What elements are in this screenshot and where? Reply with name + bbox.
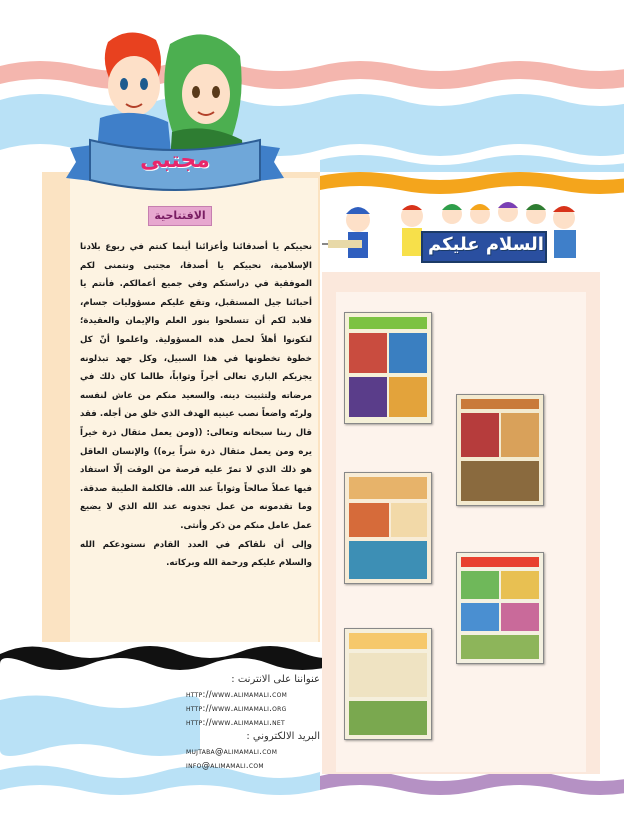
page-thumbnail-4[interactable] xyxy=(456,552,544,664)
contact-url[interactable]: http://www.alimamali.com xyxy=(186,689,288,699)
masthead-title: مجتبى xyxy=(140,148,210,173)
contact-email[interactable]: info@alimamali.com xyxy=(186,760,264,770)
page-thumbnail-1[interactable] xyxy=(344,312,432,424)
contact-url[interactable]: http://www.alimamali.org xyxy=(186,703,287,713)
contact-block xyxy=(186,672,320,774)
page-thumbnail-5[interactable] xyxy=(344,628,432,740)
page-thumbnail-3[interactable] xyxy=(344,472,432,584)
purple-stripe xyxy=(320,771,624,795)
top-blue-wave-2 xyxy=(320,155,624,172)
internet-label: عنواننا على الانترنت : xyxy=(231,674,320,685)
bottom-blue-wave xyxy=(0,695,200,756)
two-children-illustration xyxy=(60,22,290,202)
editorial-label: الافتتاحية xyxy=(148,206,212,226)
page-thumbnail-2[interactable] xyxy=(456,394,544,506)
email-label: البريد الالكتروني : xyxy=(246,731,320,742)
contact-email[interactable]: mujtaba@alimamali.com xyxy=(186,746,278,756)
orange-stripe xyxy=(320,172,624,194)
editorial-body: نحييكم يا أصدقائنا وأعزائنا أينما كنتم في ربوع بلادنا الإسلامية، نحييكم يا أصدقا، مجتبى ونتمنى لكم الموفقية في دراستكم وفي جميع أعمالكم. فأنتم يا أحبائنا جيل المستقبل، وتقع عليكم مسؤوليات جسام، فلابد لكم أن تتسلحوا بنور العلم والإيمان والعقيدة؛ لتكونوا أهلاً لحمل هذه المسؤولية. واعلموا أنّ كل خطوة تخطونها في هذا السبيل، وكل جهد تبذلونه يجزيكم الباري تعالى أجراً وثواباً، طالما كان ذلك في مرضاته ولتثبيت دينه. والسعيد منكم من عاش لنفسه ولربّه واضعاً نصب عينيه الهدف الذي خلق من أجله. فقد قال ربنا سبحانه وتعالى: ((ومن يعمل مثقال ذرة خيراً يره ومن يعمل مثقال ذرة شراً يره)) والإنسان العاقل هو ذلك الذي لا تمرّ عليه فرصة من الوقت إلّا استفاد فيها عملاً صالحاً وثواباً عند الله. فالكلمة الطيبة صدقة. وما تقدمونه من عمل تجدونه عند الله الذي لا يضيع عمل عامل منكم من ذكر وأنثى. وإلى أن نلقاكم في العدد القادم نستودعكم الله والسلام عليكم ورحمة الله وبركاته. xyxy=(80,242,312,569)
black-wave xyxy=(0,646,340,670)
greeting-banner-text: السلام عليكم xyxy=(428,234,544,255)
contact-url[interactable]: http://www.alimamali.net xyxy=(186,717,285,727)
